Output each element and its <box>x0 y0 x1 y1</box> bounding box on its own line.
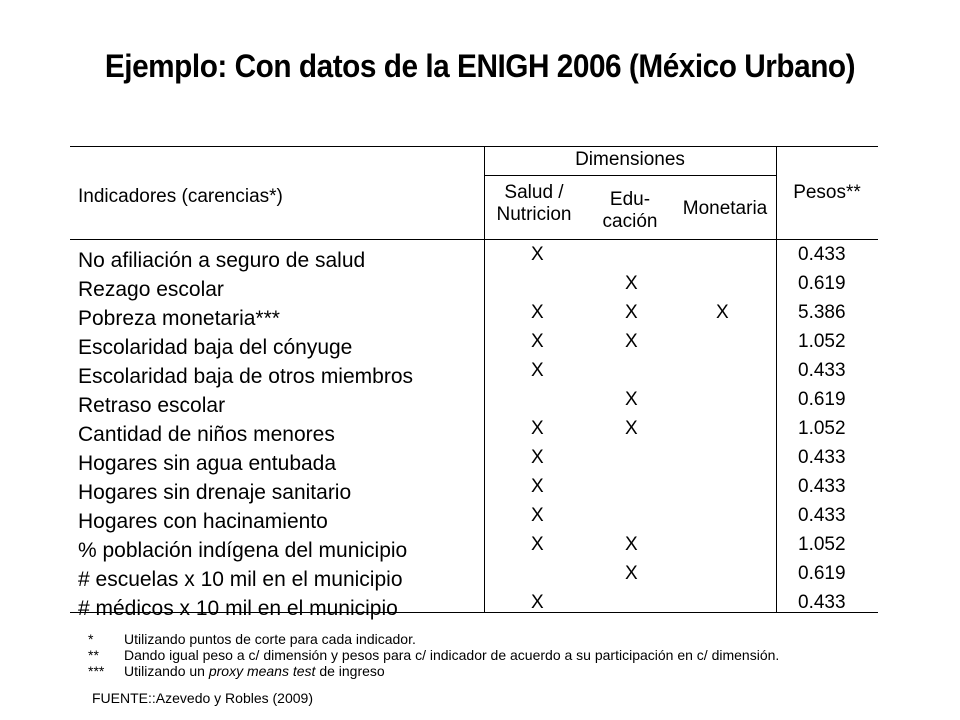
educacion-mark: X <box>625 534 638 555</box>
table-row <box>70 476 878 505</box>
salud-mark: X <box>531 331 544 352</box>
indicator-label: Retraso escolar <box>78 394 226 417</box>
dimensions-header: Dimensiones <box>575 149 685 170</box>
educacion-mark: X <box>625 563 638 584</box>
salud-mark: X <box>531 534 544 555</box>
table-row <box>70 360 878 389</box>
footnote-text: Dando igual peso a c/ dimensión y pesos para c/ indicador de acuerdo a su participación en c/ dimensión. <box>124 647 780 663</box>
table-row <box>70 418 878 447</box>
footnote-text-before: Utilizando un <box>124 663 209 679</box>
indicator-label: # escuelas x 10 mil en el municipio <box>78 568 403 591</box>
peso-value: 0.433 <box>798 447 846 468</box>
monetaria-header: Monetaria <box>682 198 768 219</box>
educacion-header-line2: cación <box>602 211 658 232</box>
table-row <box>70 563 878 592</box>
indicator-label: Escolaridad baja de otros miembros <box>78 365 413 388</box>
educacion-mark: X <box>625 418 638 439</box>
indicators-header: Indicadores (carencias*) <box>78 186 283 207</box>
source-citation: FUENTE::Azevedo y Robles (2009) <box>92 690 313 706</box>
peso-value: 1.052 <box>798 418 846 439</box>
educacion-mark: X <box>625 389 638 410</box>
peso-value: 0.433 <box>798 244 846 265</box>
educacion-mark: X <box>625 302 638 323</box>
indicator-label: % población indígena del municipio <box>78 539 408 562</box>
salud-header-line1: Salud / <box>504 182 564 203</box>
table-row <box>70 534 878 563</box>
table-row <box>70 302 878 331</box>
indicator-label: No afiliación a seguro de salud <box>78 249 366 272</box>
salud-mark: X <box>531 447 544 468</box>
pesos-header: Pesos** <box>793 182 861 203</box>
table-row <box>70 244 878 273</box>
indicator-label: Pobreza monetaria*** <box>78 307 280 330</box>
peso-value: 0.619 <box>798 563 846 584</box>
dimensions-underline <box>484 175 776 176</box>
footnote-text-italic: proxy means test <box>208 663 316 679</box>
footnote-text <box>124 663 385 679</box>
table-row <box>70 505 878 534</box>
table-row <box>70 331 878 360</box>
peso-value: 1.052 <box>798 331 846 352</box>
salud-mark: X <box>531 476 544 497</box>
indicator-label: Hogares sin agua entubada <box>78 452 337 475</box>
footnote-mark: ** <box>88 647 99 663</box>
salud-mark: X <box>531 360 544 381</box>
salud-mark: X <box>531 592 544 613</box>
salud-header <box>484 182 584 226</box>
peso-value: 1.052 <box>798 534 846 555</box>
table-body <box>70 244 878 621</box>
salud-mark: X <box>531 302 544 323</box>
header-bottom-rule <box>70 239 878 240</box>
educacion-mark: X <box>625 273 638 294</box>
indicator-label: # médicos x 10 mil en el municipio <box>78 597 398 620</box>
indicator-label: Hogares con hacinamiento <box>78 510 328 533</box>
indicators-table <box>70 146 878 620</box>
table-row <box>70 273 878 302</box>
peso-value: 5.386 <box>798 302 846 323</box>
peso-value: 0.433 <box>798 592 846 613</box>
peso-value: 0.433 <box>798 360 846 381</box>
salud-mark: X <box>531 505 544 526</box>
peso-value: 0.433 <box>798 505 846 526</box>
table-top-rule <box>70 146 878 147</box>
indicator-label: Cantidad de niños menores <box>78 423 335 446</box>
peso-value: 0.433 <box>798 476 846 497</box>
table-row <box>70 389 878 418</box>
salud-mark: X <box>531 244 544 265</box>
footnote-mark: *** <box>88 663 105 679</box>
indicator-label: Escolaridad baja del cónyuge <box>78 336 353 359</box>
table-row <box>70 592 878 621</box>
salud-mark: X <box>531 418 544 439</box>
salud-header-line2: Nutricion <box>496 204 572 225</box>
page-title: Ejemplo: Con datos de la ENIGH 2006 (México Urbano) <box>104 48 856 84</box>
table-row <box>70 447 878 476</box>
indicator-label: Rezago escolar <box>78 278 224 301</box>
educacion-header-line1: Edu- <box>609 189 651 210</box>
peso-value: 0.619 <box>798 389 846 410</box>
footnote-text: Utilizando puntos de corte para cada indicador. <box>124 631 416 647</box>
monetaria-mark: X <box>716 302 729 323</box>
footnote-text-after: de ingreso <box>315 663 385 679</box>
educacion-mark: X <box>625 331 638 352</box>
footnote-mark: * <box>88 631 94 647</box>
indicator-label: Hogares sin drenaje sanitario <box>78 481 352 504</box>
peso-value: 0.619 <box>798 273 846 294</box>
educacion-header <box>584 189 676 233</box>
